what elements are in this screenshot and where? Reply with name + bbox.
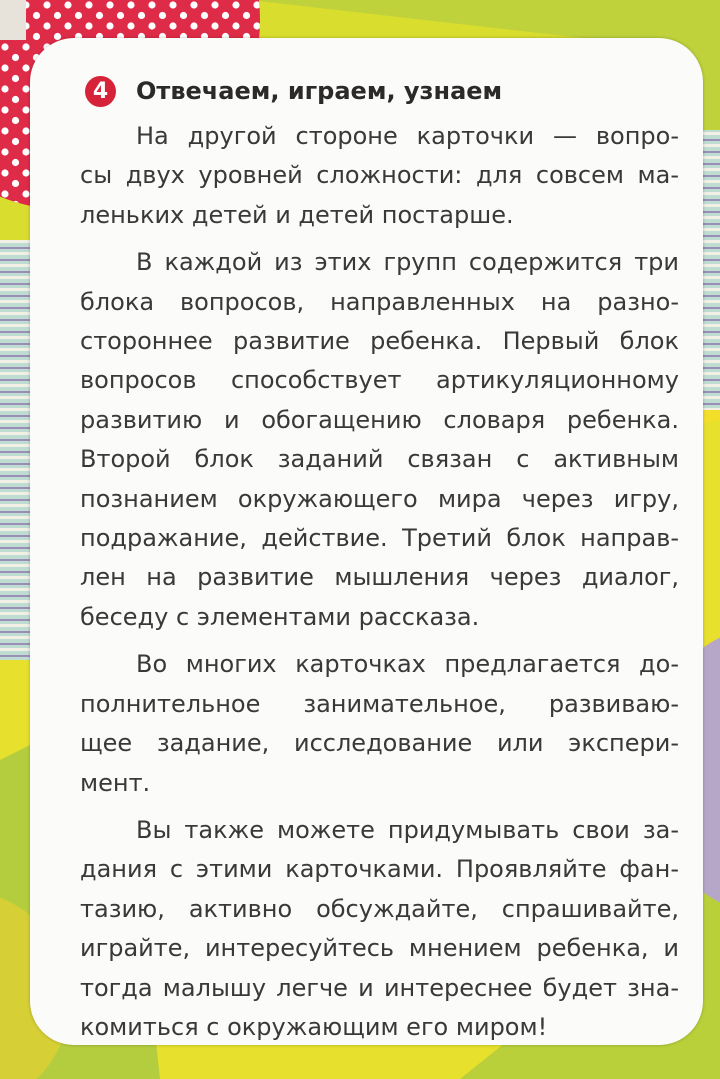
text-line: комиться с окружающим его миром! bbox=[80, 1012, 548, 1041]
text-line: дания с этими карточками. Проявляйте фан- bbox=[80, 855, 679, 884]
paragraph-extra-tasks bbox=[80, 645, 679, 803]
info-card bbox=[30, 38, 703, 1045]
text-line: Вы также можете придумывать свои за- bbox=[136, 815, 679, 844]
text-line: играйте, интересуйтесь мнением ребенка, и bbox=[80, 934, 679, 963]
section-heading bbox=[80, 68, 679, 114]
text-line: щее задание, исследование или экспери- bbox=[80, 729, 679, 758]
text-line: В каждой из этих групп содержится три bbox=[136, 248, 679, 277]
text-line: познанием окружающего мира через игру, bbox=[80, 484, 679, 513]
paragraph-own-tasks bbox=[80, 811, 679, 1047]
text-line: развитию и обогащению словаря ребенка. bbox=[80, 405, 679, 434]
text-line: мент. bbox=[80, 768, 151, 797]
text-line: подражание, действие. Третий блок направ- bbox=[80, 524, 679, 553]
section-number-badge: 4 bbox=[85, 76, 116, 107]
text-line: лен на развитие мышления через диалог, bbox=[80, 563, 679, 592]
text-line: тазию, активно обсуждайте, спрашивайте, bbox=[80, 894, 679, 923]
text-line: Во многих карточках предлагается до- bbox=[136, 650, 679, 679]
text-line: леньких детей и детей постарше. bbox=[80, 200, 514, 229]
text-line: вопросов способствует артикуляционному bbox=[80, 366, 679, 395]
text-line: беседу с элементами рассказа. bbox=[80, 602, 480, 631]
paragraph-question-levels bbox=[80, 117, 679, 235]
text-line: блока вопросов, направленных на разно- bbox=[80, 287, 679, 316]
section-title: Отвечаем, играем, узнаем bbox=[136, 77, 503, 105]
text-line: стороннее развитие ребенка. Первый блок bbox=[80, 327, 679, 356]
text-line: Второй блок заданий связан с активным bbox=[80, 445, 679, 474]
text-line: На другой стороне карточки — вопро- bbox=[136, 122, 679, 150]
paragraph-question-blocks bbox=[80, 243, 679, 637]
text-line: тогда малышу легче и интереснее будет зна- bbox=[80, 973, 679, 1002]
text-line: полнительное занимательное, развиваю- bbox=[80, 689, 679, 718]
text-line: сы двух уровней сложности: для совсем ма- bbox=[80, 161, 679, 190]
